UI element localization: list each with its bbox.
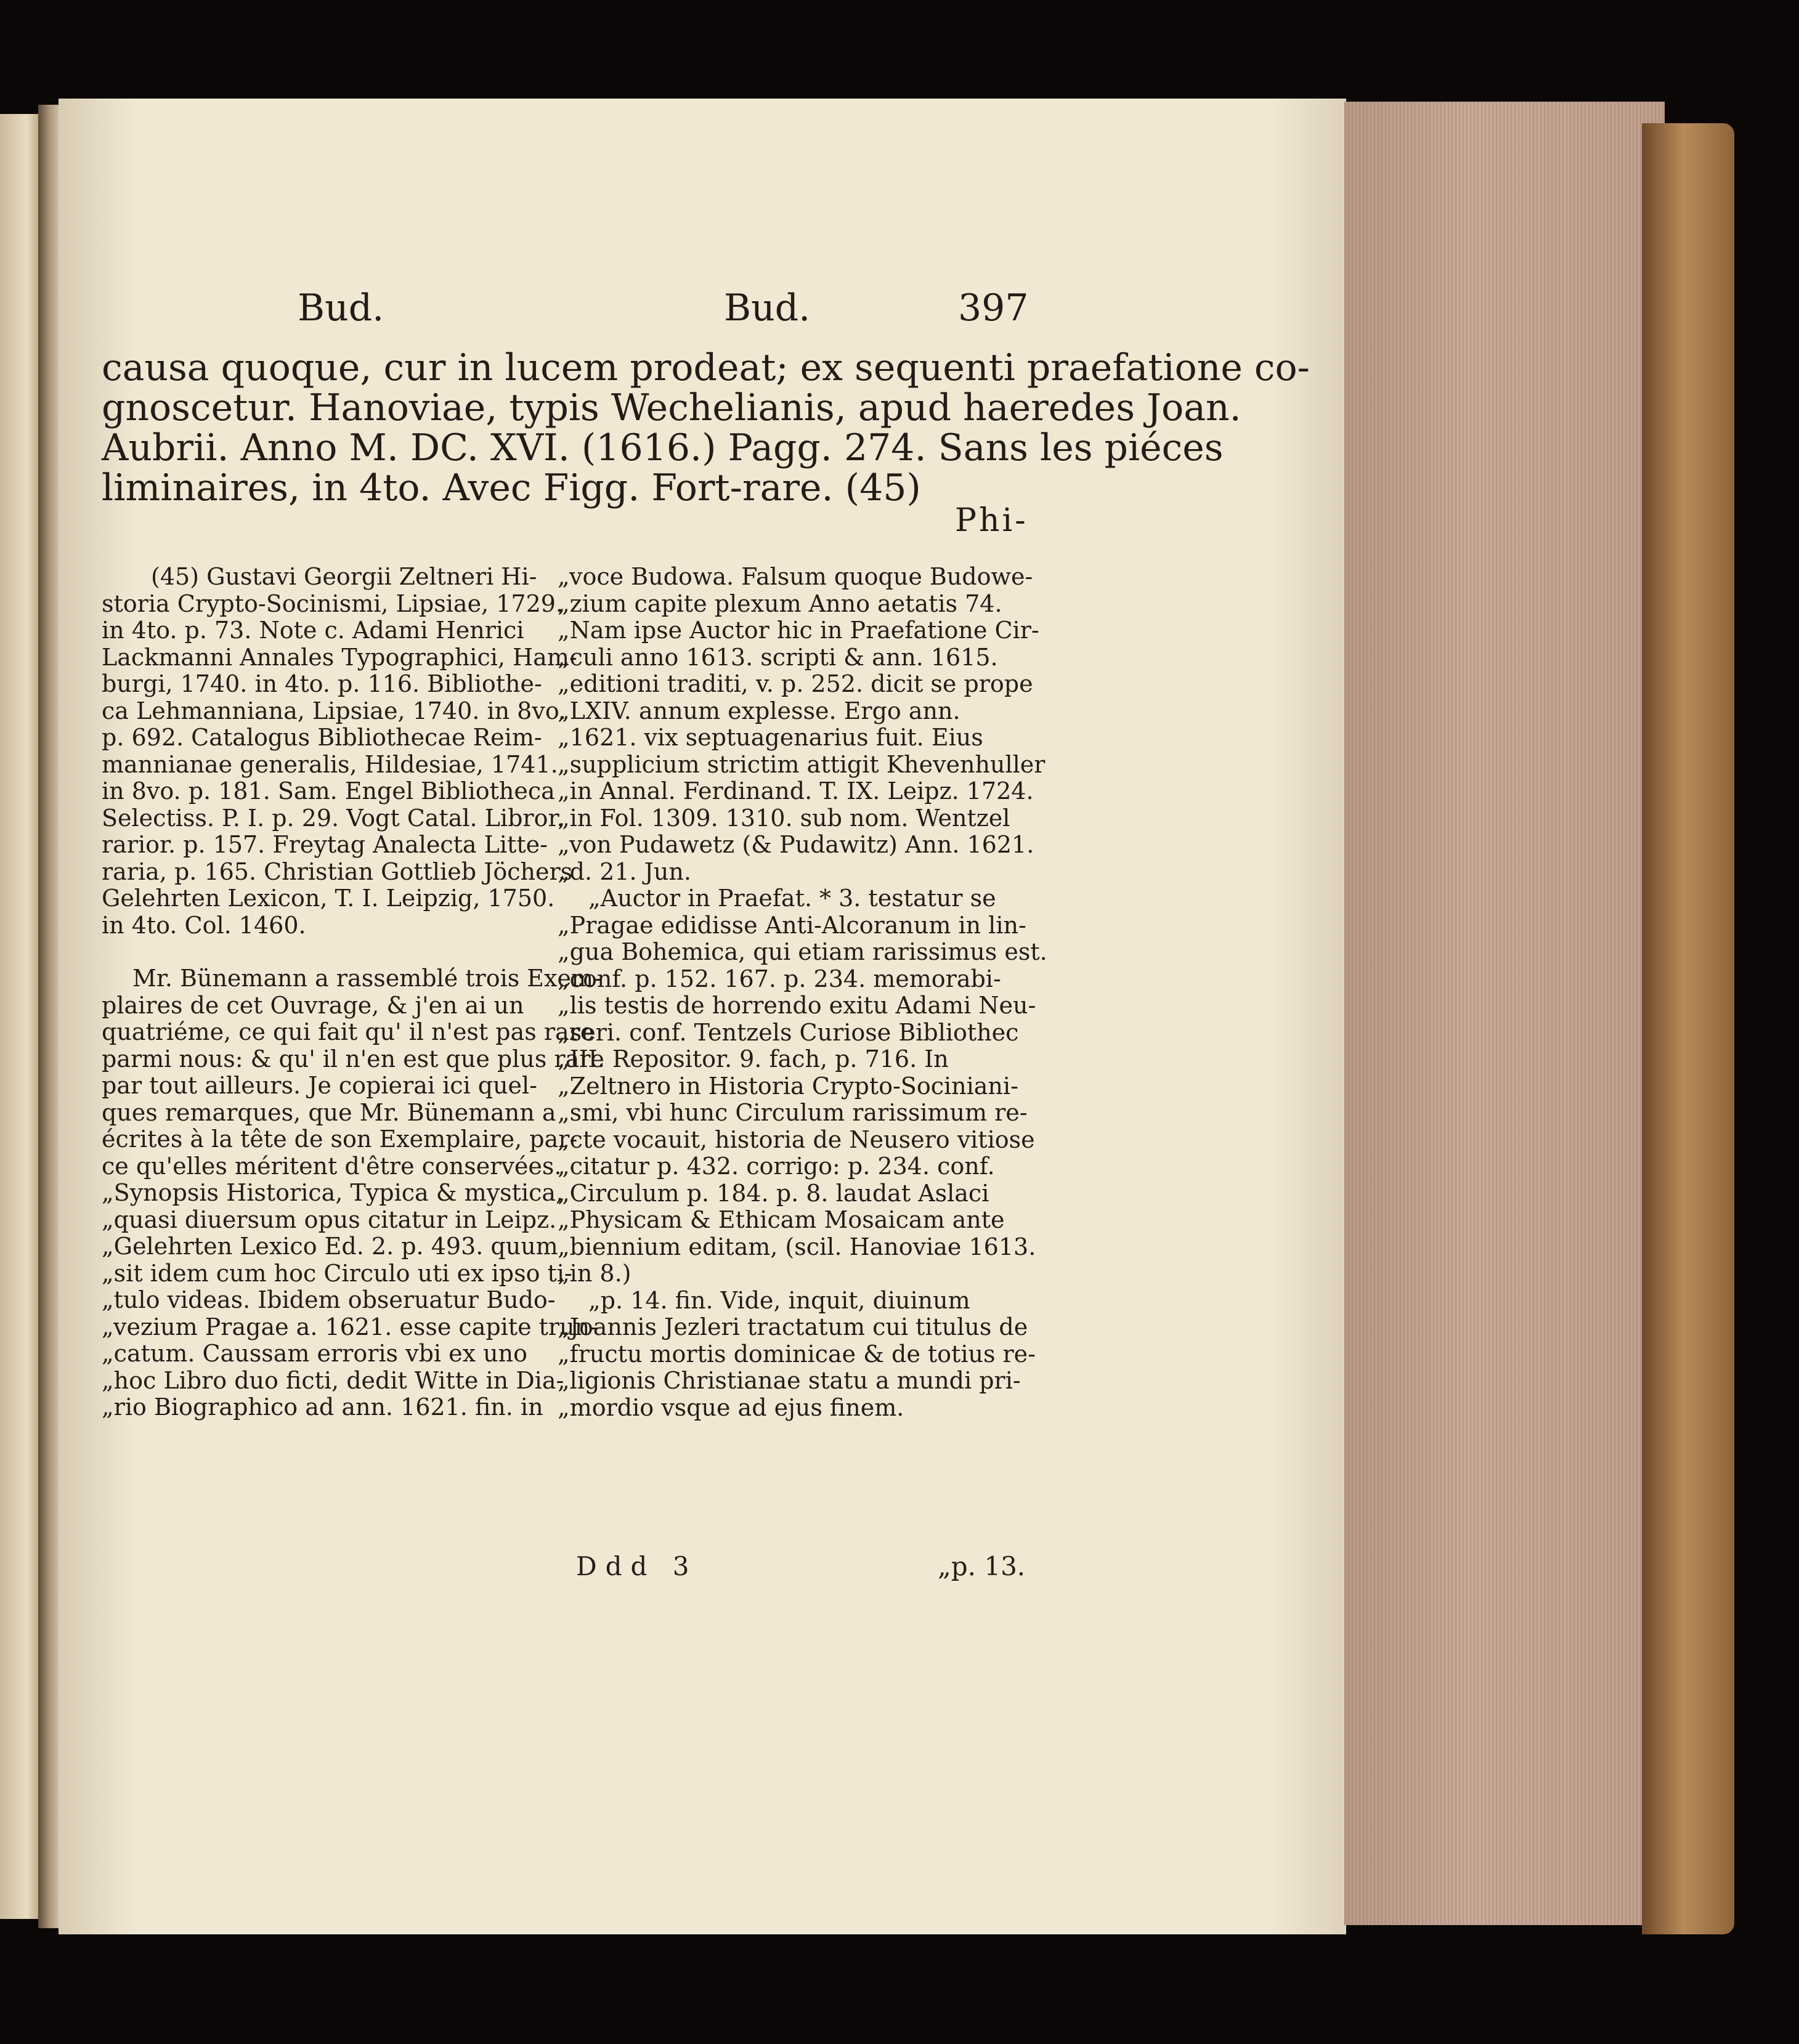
footnote-line: „supplicium strictim attigit Khevenhuller: [558, 750, 1046, 778]
main-text-line: causa quoque, cur in lucem prodeat; ex sequenti praefatione co-: [102, 346, 1310, 389]
footnote-line: „in 8.): [558, 1260, 631, 1287]
footnote-line: „sit idem cum hoc Circulo uti ex ipso ti-: [102, 1259, 572, 1287]
footnote-line: Lackmanni Annales Typographici, Ham-: [102, 643, 577, 671]
footnote-line: Mr. Bünemann a rassemblé trois Exem-: [132, 965, 601, 992]
catchword-bottom: „p. 13.: [938, 1551, 1026, 1581]
footnote-line: „Synopsis Historica, Typica & mystica,: [102, 1179, 564, 1206]
footnote-line: „gua Bohemica, qui etiam rarissimus est.: [558, 938, 1047, 965]
footnote-line: „Zeltnero in Historia Crypto-Sociniani-: [558, 1072, 1018, 1100]
footnote-line: ce qu'elles méritent d'être conservées.: [102, 1152, 562, 1180]
footnote-line: „rio Biographico ad ann. 1621. fin. in: [102, 1393, 543, 1421]
footnote-line: „1621. vix septuagenarius fuit. Eius: [558, 724, 983, 751]
footnote-line: „culi anno 1613. scripti & ann. 1615.: [558, 643, 998, 671]
footnote-line: „lis testis de horrendo exitu Adami Neu-: [558, 992, 1036, 1019]
right-column: [558, 563, 1047, 1421]
page-number: 397: [958, 286, 1029, 330]
footnote-line: par tout ailleurs. Je copierai ici quel-: [102, 1072, 538, 1099]
footnote-line: „fructu mortis dominicae & de totius re-: [558, 1340, 1036, 1368]
catchword-top: Phi-: [955, 502, 1028, 539]
footnote-line: „hoc Libro duo ficti, dedit Witte in Dia-: [102, 1366, 564, 1394]
main-text-line: gnoscetur. Hanoviae, typis Wechelianis, apud haeredes Joan.: [102, 386, 1241, 429]
footnote-line: raria, p. 165. Christian Gottlieb Jöchers: [102, 858, 573, 885]
footnote-line: „Pragae edidisse Anti-Alcoranum in lin-: [558, 911, 1026, 939]
footnote-line: „d. 21. Jun.: [558, 858, 691, 885]
footnote-line: storia Crypto-Socinismi, Lipsiae, 1729.: [102, 590, 563, 617]
footnote-line: „von Pudawetz (& Pudawitz) Ann. 1621.: [558, 831, 1034, 858]
footnote-line: „citatur p. 432. corrigo: p. 234. conf.: [558, 1153, 995, 1180]
footnote-line: „in Annal. Ferdinand. T. IX. Leipz. 1724.: [558, 777, 1034, 805]
footnote-line: Selectiss. P. I. p. 29. Vogt Catal. Libror.: [102, 804, 564, 832]
running-header-left: Bud.: [298, 286, 384, 330]
footnote-line: „Auctor in Praefat. * 3. testatur se: [588, 885, 996, 912]
footnote-line: „mordio vsque ad ejus finem.: [558, 1393, 904, 1421]
footnote-line: „catum. Caussam erroris vbi ex uno: [102, 1340, 527, 1367]
footnote-line: mannianae generalis, Hildesiae, 1741.: [102, 750, 558, 778]
left-page-edge: [0, 114, 38, 1919]
footnote-line: „Joannis Jezleri tractatum cui titulus de: [558, 1313, 1028, 1340]
footnote-line: in 4to. p. 73. Note c. Adami Henrici: [102, 617, 524, 644]
footnote-line: in 8vo. p. 181. Sam. Engel Bibliotheca: [102, 777, 555, 805]
footnote-line: „Nam ipse Auctor hic in Praefatione Cir-: [558, 617, 1039, 644]
footnote-line: „LXIV. annum explesse. Ergo ann.: [558, 697, 960, 724]
footnote-line: Gelehrten Lexicon, T. I. Leipzig, 1750.: [102, 885, 555, 912]
footnote-line: p. 692. Catalogus Bibliothecae Reim-: [102, 724, 542, 751]
footnote-line: „Circulum p. 184. p. 8. laudat Aslaci: [558, 1179, 989, 1207]
signature-mark: Ddd 3: [576, 1551, 698, 1581]
footnote-line: „Physicam & Ethicam Mosaicam ante: [558, 1206, 1005, 1233]
footnote-line: parmi nous: & qu' il n'en est que plus rare: [102, 1045, 604, 1073]
footnote-line: ca Lehmanniana, Lipsiae, 1740. in 8vo.: [102, 697, 567, 724]
footnote-line: „tulo videas. Ibidem obseruatur Budo-: [102, 1286, 556, 1313]
footnote-line: quatriéme, ce qui fait qu' il n'est pas rare: [102, 1018, 595, 1045]
footnote-line: „biennium editam, (scil. Hanoviae 1613.: [558, 1233, 1036, 1260]
footnote-line: „smi, vbi hunc Circulum rarissimum re-: [558, 1099, 1028, 1126]
footnote-line: écrites à la tête de son Exemplaire, par-: [102, 1125, 578, 1153]
footnote-line: „seri. conf. Tentzels Curiose Bibliothec: [558, 1018, 1019, 1046]
running-header-right: Bud.: [724, 286, 811, 330]
page-fore-edge: [1344, 102, 1665, 1925]
footnote-line: „editioni traditi, v. p. 252. dicit se prope: [558, 670, 1033, 697]
footnote-line: in 4to. Col. 1460.: [102, 911, 306, 939]
main-text-line: liminaires, in 4to. Avec Figg. Fort-rare. (45): [102, 466, 921, 509]
footnote-line: „quasi diuersum opus citatur in Leipz.: [102, 1206, 557, 1233]
footnote-line: rarior. p. 157. Freytag Analecta Litte-: [102, 831, 548, 858]
footnote-line: plaires de cet Ouvrage, & j'en ai un: [102, 991, 524, 1019]
footnote-line: „zium capite plexum Anno aetatis 74.: [558, 590, 1002, 617]
footnote-line: „cte vocauit, historia de Neusero vitiose: [558, 1125, 1035, 1153]
footnote-line: „III. Repositor. 9. fach, p. 716. In: [558, 1045, 949, 1073]
main-text-line: Aubrii. Anno M. DC. XVI. (1616.) Pagg. 274. Sans les piéces: [102, 426, 1224, 469]
footnote-line: „in Fol. 1309. 1310. sub nom. Wentzel: [558, 804, 1010, 832]
footnote-line: (45) Gustavi Georgii Zeltneri Hi-: [151, 563, 537, 590]
footnote-line: „conf. p. 152. 167. p. 234. memorabi-: [558, 965, 1001, 992]
footnote-line: ques remarques, que Mr. Bünemann a: [102, 1098, 556, 1126]
footnote-line: „Gelehrten Lexico Ed. 2. p. 493. quum: [102, 1233, 558, 1260]
footnote-line: „vezium Pragae a. 1621. esse capite trun-: [102, 1313, 598, 1340]
footnote-line: „p. 14. fin. Vide, inquit, diuinum: [588, 1286, 970, 1314]
footnote-line: „voce Budowa. Falsum quoque Budowe-: [558, 563, 1033, 590]
footnote-line: burgi, 1740. in 4to. p. 116. Bibliothe-: [102, 670, 542, 697]
left-column: [102, 563, 604, 1421]
footnote-line: „ligionis Christianae statu a mundi pri-: [558, 1367, 1021, 1394]
book-cover-edge: [1642, 123, 1734, 1934]
